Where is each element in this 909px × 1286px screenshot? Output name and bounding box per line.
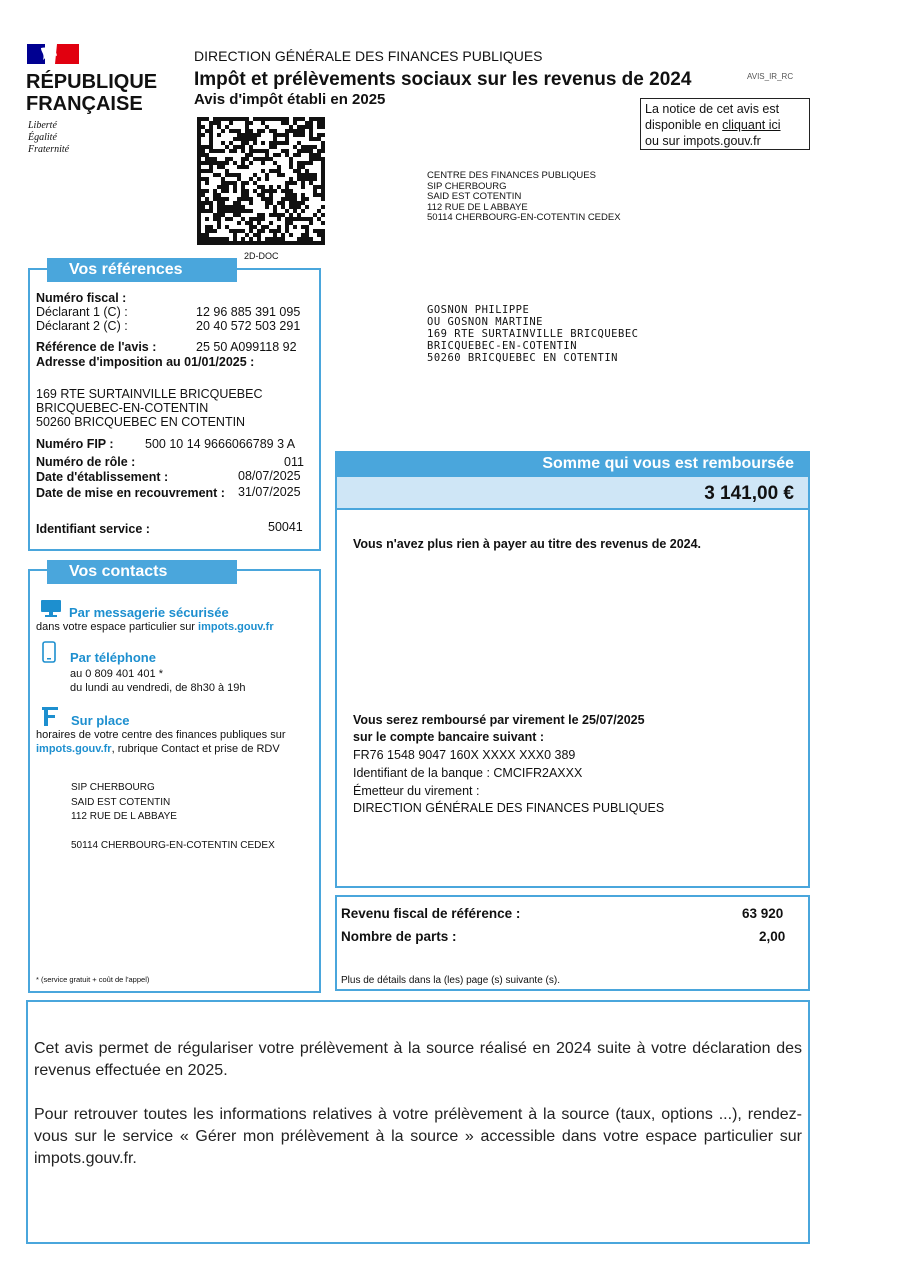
logo-francaise: FRANÇAISE	[26, 93, 143, 115]
declarant2-label: Déclarant 2 (C) :	[36, 319, 128, 333]
contacts-address-line: 50114 CHERBOURG-EN-COTENTIN CEDEX	[71, 840, 275, 851]
recipient-line: OU GOSNON MARTINE	[427, 316, 543, 328]
date-etablissement-value: 08/07/2025	[238, 469, 301, 483]
contacts-address-line: SAID EST COTENTIN	[71, 796, 171, 808]
logo-motto-fraternite: Fraternité	[28, 144, 70, 155]
virement-line2: sur le compte bancaire suivant :	[353, 730, 545, 744]
building-icon	[40, 705, 60, 727]
notice-box	[640, 98, 810, 150]
contacts-address-line	[71, 825, 275, 840]
phone-icon	[42, 641, 56, 663]
surplace-text2	[36, 742, 280, 756]
role-value: 011	[284, 455, 304, 469]
contacts-address-line: 112 RUE DE L ABBAYE	[71, 811, 177, 822]
contacts-footnote: * (service gratuit + coût de l'appel)	[36, 975, 150, 984]
messagerie-title: Par messagerie sécurisée	[69, 605, 229, 620]
notice-line1: La notice de cet avis est	[645, 102, 780, 116]
iban: FR76 1548 9047 160X XXXX XXX0 389	[353, 748, 576, 762]
surplace-text1: horaires de votre centre des finances publiques sur	[36, 729, 286, 741]
qr-caption: 2D-DOC	[244, 251, 279, 261]
centre-line: 50114 CHERBOURG-EN-COTENTIN CEDEX	[427, 212, 621, 223]
centre-line: SIP CHERBOURG	[427, 180, 507, 192]
contacts-title: Vos contacts	[47, 560, 237, 584]
surplace-link[interactable]: impots.gouv.fr	[36, 743, 112, 755]
notice-line2-prefix: disponible en	[645, 118, 723, 132]
logo-motto-liberte: Liberté	[28, 120, 57, 131]
numero-fiscal-label: Numéro fiscal :	[36, 291, 127, 305]
adresse-line: 50260 BRICQUEBEC EN COTENTIN	[36, 415, 246, 429]
ref-avis-label: Référence de l'avis :	[36, 340, 157, 354]
emetteur-label: Émetteur du virement :	[353, 784, 480, 798]
logo-republique: RÉPUBLIQUE	[26, 71, 158, 93]
surplace-text2-suffix: , rubrique Contact et prise de RDV	[111, 743, 280, 755]
declarant2-value: 20 40 572 503 291	[196, 319, 301, 333]
fip-value: 500 10 14 9666066789 3 A	[145, 437, 296, 451]
identifiant-service-value: 50041	[268, 520, 303, 534]
virement-line1: Vous serez remboursé par virement le 25/07/2025	[353, 713, 645, 727]
telephone-number: au 0 809 401 401 *	[70, 668, 163, 680]
info-paragraph-2: Pour retrouver toutes les informations relatives à votre prélèvement à la source (taux, options ...), rendez-vous sur le service « Gérer mon prélèvement à la source » accessible dans votre espace particulier sur impots.gouv.fr.	[34, 1106, 802, 1167]
notice-line3: ou sur impots.gouv.fr	[645, 134, 761, 148]
contacts-address-line: SIP CHERBOURG	[71, 782, 155, 793]
emetteur-value: DIRECTION GÉNÉRALE DES FINANCES PUBLIQUES	[353, 801, 665, 815]
info-paragraph-1: Cet avis permet de régulariser votre prélèvement à la source réalisé en 2024 suite à votre déclaration des revenus effectuée en 2025.	[34, 1040, 802, 1079]
date-etablissement-label: Date d'établissement :	[36, 470, 169, 484]
parts-label: Nombre de parts :	[341, 929, 457, 944]
references-title: Vos références	[47, 258, 237, 282]
messagerie-text	[36, 620, 274, 634]
centre-line: SAID EST COTENTIN	[427, 191, 522, 202]
messagerie-link[interactable]: impots.gouv.fr	[198, 621, 274, 633]
header-code: AVIS_IR_RC	[747, 72, 794, 81]
centre-line: CENTRE DES FINANCES PUBLIQUES	[427, 170, 596, 181]
rfr-value: 63 920	[742, 906, 784, 921]
messagerie-text-prefix: dans votre espace particulier sur	[36, 621, 199, 633]
refund-header: Somme qui vous est remboursée	[337, 453, 808, 477]
header-title: Impôt et prélèvements sociaux sur les revenus de 2024	[194, 69, 692, 90]
identifiant-service-label: Identifiant service :	[36, 522, 150, 536]
marianne-flag-icon	[27, 42, 79, 66]
contacts-address	[71, 781, 275, 854]
recipient-line: 50260 BRICQUEBEC EN COTENTIN	[427, 352, 619, 364]
date-recouvrement-value: 31/07/2025	[238, 485, 301, 499]
telephone-title: Par téléphone	[70, 650, 156, 665]
refund-box	[335, 451, 810, 888]
logo-motto-egalite: Égalité	[28, 132, 57, 143]
declarant1-label: Déclarant 1 (C) :	[36, 305, 128, 319]
header-direction: DIRECTION GÉNÉRALE DES FINANCES PUBLIQUES	[194, 48, 543, 64]
adresse-imposition-label: Adresse d'imposition au 01/01/2025 :	[36, 355, 255, 369]
header-subtitle: Avis d'impôt établi en 2025	[194, 91, 386, 108]
centre-line: 112 RUE DE L ABBAYE	[427, 201, 528, 213]
rfr-label: Revenu fiscal de référence :	[341, 906, 521, 921]
declarant1-value: 12 96 885 391 095	[196, 305, 301, 319]
surplace-title: Sur place	[71, 713, 130, 728]
refund-amount: 3 141,00 €	[337, 477, 808, 510]
computer-monitor-icon	[40, 599, 62, 617]
ref-avis-value: 25 50 A099118 92	[196, 340, 297, 354]
nothing-to-pay: Vous n'avez plus rien à payer au titre des revenus de 2024.	[353, 537, 702, 551]
recipient-address	[427, 304, 638, 364]
recipient-line: 169 RTE SURTAINVILLE BRICQUEBEC	[427, 328, 639, 340]
notice-line2	[645, 117, 805, 133]
adresse-line: 169 RTE SURTAINVILLE BRICQUEBEC	[36, 387, 263, 401]
telephone-hours: du lundi au vendredi, de 8h30 à 19h	[70, 682, 246, 694]
recipient-line: GOSNON PHILIPPE	[427, 304, 530, 316]
parts-value: 2,00	[759, 929, 786, 944]
notice-link[interactable]: cliquant ici	[722, 118, 781, 132]
centre-address	[427, 171, 621, 224]
bank-id: Identifiant de la banque : CMCIFR2AXXX	[353, 766, 583, 780]
recipient-line: BRICQUEBEC-EN-COTENTIN	[427, 340, 578, 352]
fip-label: Numéro FIP :	[36, 437, 114, 451]
details-note: Plus de détails dans la (les) page (s) suivante (s).	[341, 975, 560, 986]
adresse-line: BRICQUEBEC-EN-COTENTIN	[36, 401, 209, 415]
role-label: Numéro de rôle :	[36, 455, 136, 469]
date-recouvrement-label: Date de mise en recouvrement :	[36, 486, 225, 500]
qr-code-2d-doc-icon	[196, 117, 326, 245]
